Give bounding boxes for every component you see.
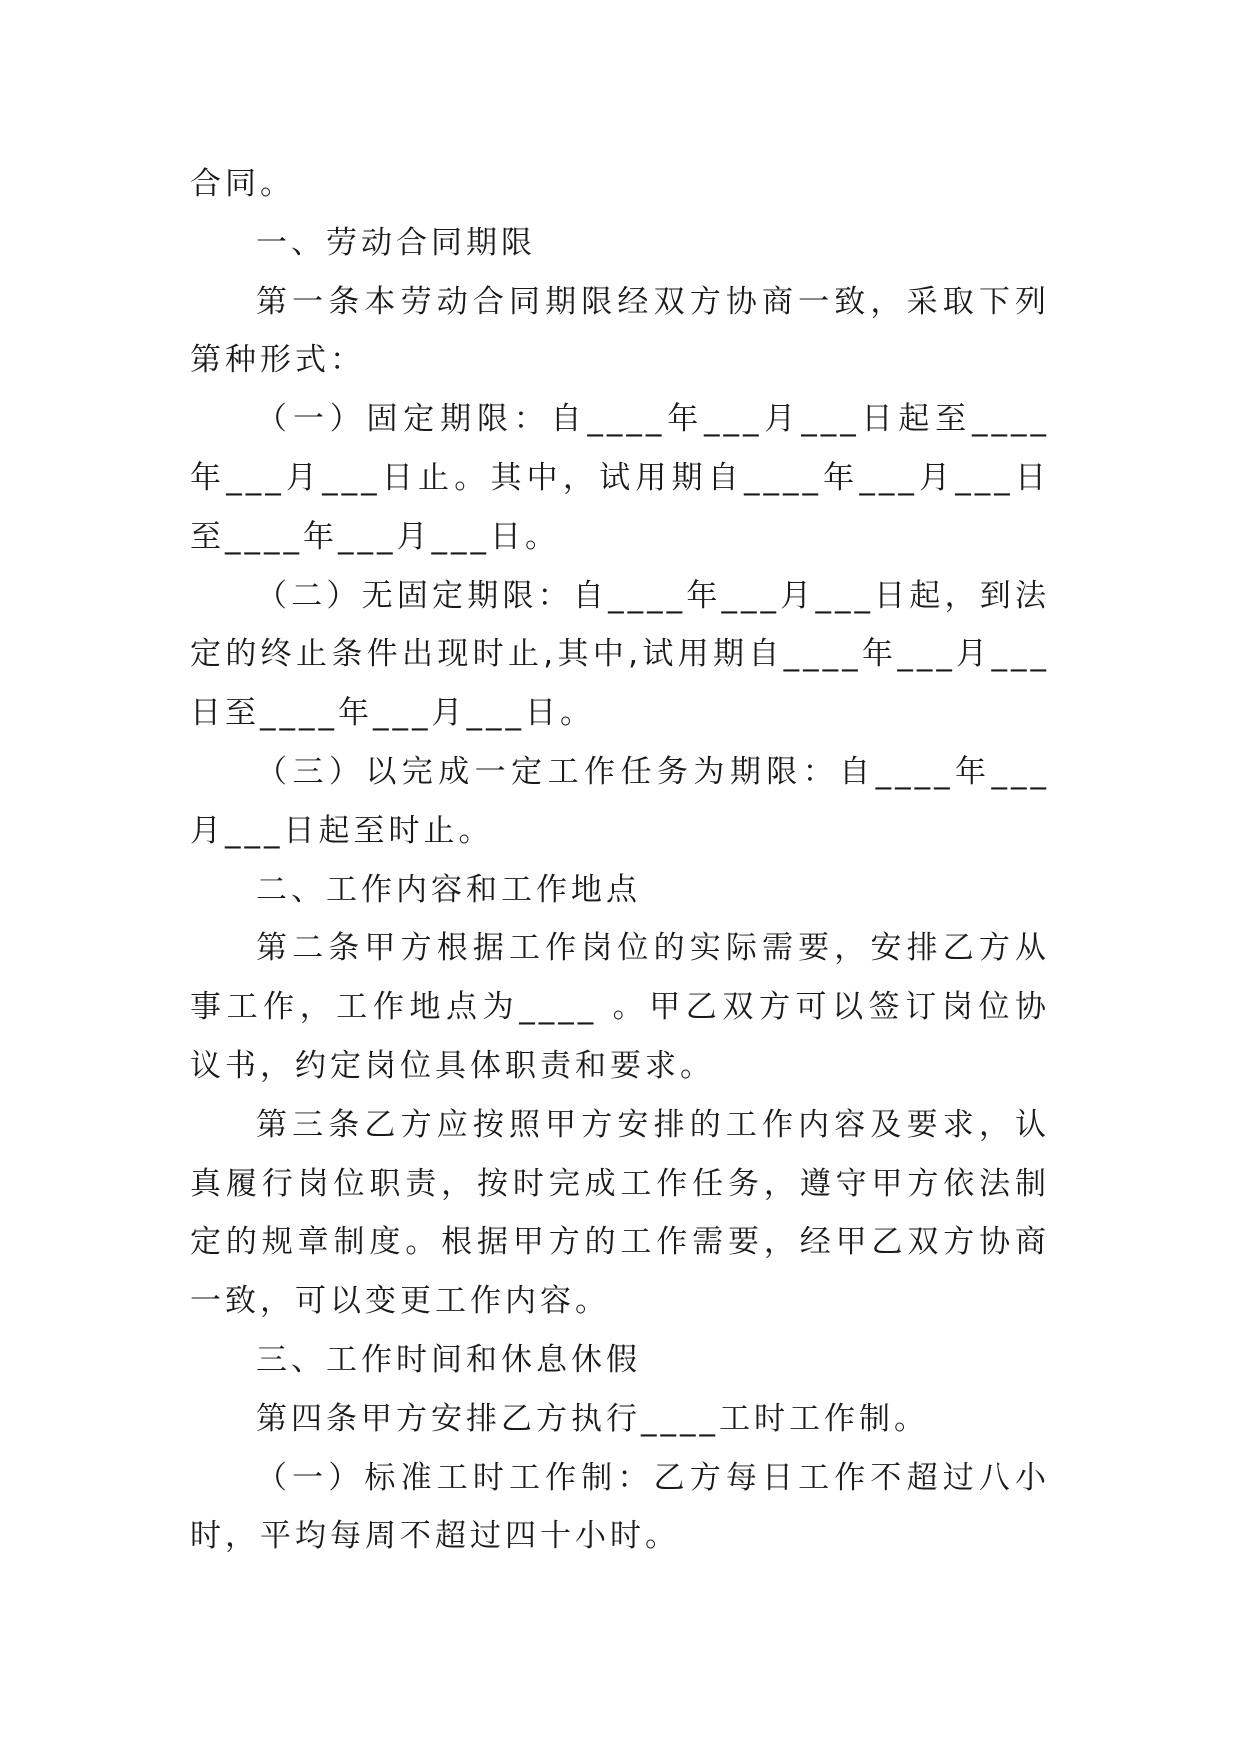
paragraph-continuation: 合同。 [190,166,295,202]
clause-standard-hours: （一）标准工时工作制：乙方每日工作不超过八小时，平均每周不超过四十小时。 [190,1459,1050,1555]
section-heading-contract-term: 一、劳动合同期限 [256,224,536,261]
clause-task-based-term: （三）以完成一定工作任务为期限：自____年___月___日起至时止。 [190,753,1050,849]
article-3: 第三条乙方应按照甲方安排的工作内容及要求，认真履行岗位职责，按时完成工作任务，遵守甲方依法制定的规章制度。根据甲方的工作需要，经甲乙双方协商一致，可以变更工作内容。 [190,1106,1050,1320]
section-heading-work-content: 二、工作内容和工作地点 [256,871,641,908]
document-body [190,155,1050,1566]
clause-fixed-term: （一）固定期限：自____年___月___日起至____年___月___日止。其中，试用期自____年___月___日至____年___月___日。 [190,401,1050,555]
article-2: 第二条甲方根据工作岗位的实际需要，安排乙方从事工作，工作地点为____ 。甲乙双方可以签订岗位协议书，约定岗位具体职责和要求。 [190,930,1050,1084]
clause-open-ended-term: （二）无固定期限：自____年___月___日起，到法定的终止条件出现时止,其中,试用期自____年___月___日至____年___月___日。 [190,577,1050,732]
article-1: 第一条本劳动合同期限经双方协商一致，采取下列第种形式： [190,283,1050,379]
article-4: 第四条甲方安排乙方执行____工时工作制。 [256,1400,929,1437]
section-heading-work-hours: 三、工作时间和休息休假 [256,1341,641,1378]
